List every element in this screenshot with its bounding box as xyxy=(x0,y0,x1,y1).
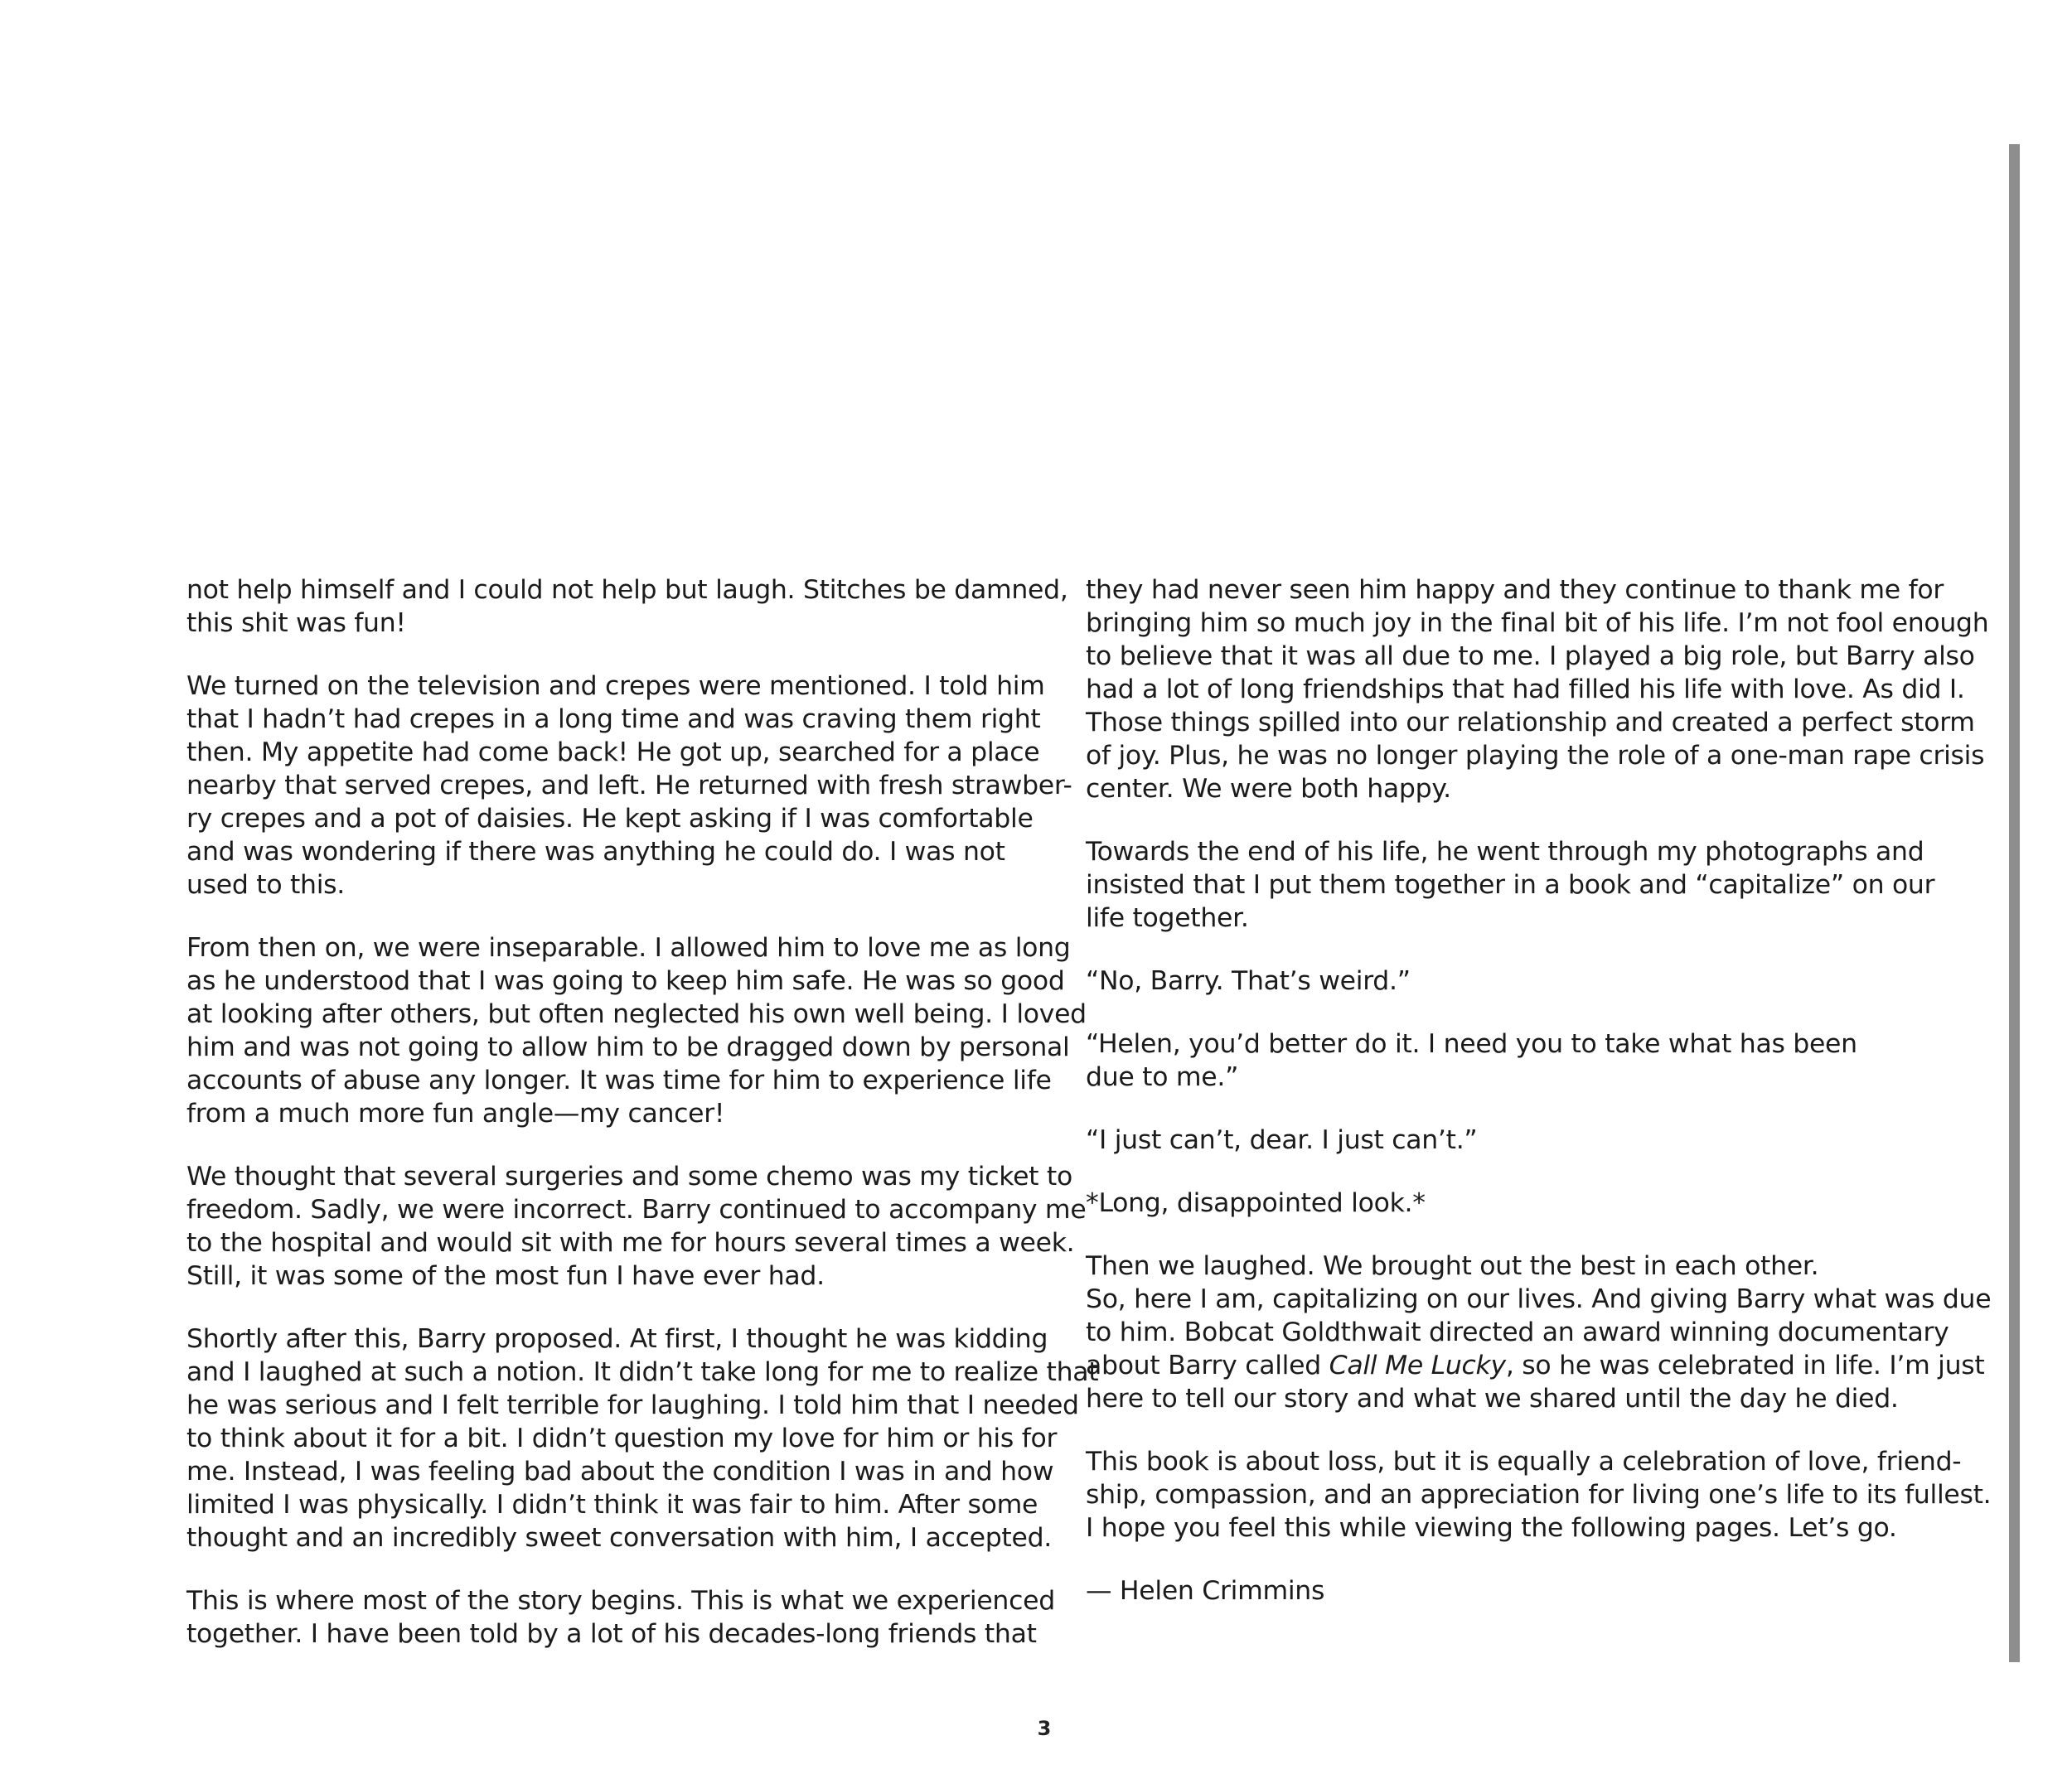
left-text-column xyxy=(186,573,1099,1680)
page-edge-scrollbar xyxy=(2009,144,2020,1662)
text-line: at looking after others, but often neglected his own well being. I loved xyxy=(186,999,1087,1029)
paragraph xyxy=(186,931,1087,1130)
text-line: from a much more fun angle—my cancer! xyxy=(186,1099,725,1129)
text-segment: , so he was celebrated in life. I’m just xyxy=(1505,1351,1985,1380)
film-title: Call Me Lucky xyxy=(1329,1351,1506,1380)
text-line: “Helen, you’d better do it. I need you to take what has been xyxy=(1086,1029,1857,1059)
stage-direction xyxy=(1086,1187,1931,1220)
text-line xyxy=(1086,1349,1985,1382)
text-line: nearby that served crepes, and left. He returned with fresh strawber- xyxy=(186,771,1072,800)
text-line: “No, Barry. That’s weird.” xyxy=(1086,966,1411,996)
text-line: From then on, we were inseparable. I allowed him to love me as long xyxy=(186,933,1071,963)
text-line: accounts of abuse any longer. It was time for him to experience life xyxy=(186,1066,1052,1095)
text-line: due to me.” xyxy=(1086,1062,1239,1092)
text-line: limited I was physically. I didn’t think it was fair to him. After some xyxy=(186,1490,1038,1520)
text-line: bringing him so much joy in the final bit of his life. I’m not fool enough xyxy=(1086,608,1989,638)
text-line: life together. xyxy=(1086,903,1249,933)
right-text-column xyxy=(1086,573,1992,1637)
text-line: center. We were both happy. xyxy=(1086,774,1451,804)
dialogue-line xyxy=(1086,965,1931,998)
text-line: We turned on the television and crepes were mentioned. I told him xyxy=(186,671,1045,701)
text-line: used to this. xyxy=(186,870,345,900)
text-line: Shortly after this, Barry proposed. At first, I thought he was kidding xyxy=(186,1324,1048,1354)
text-line: ship, compassion, and an appreciation for living one’s life to its fullest. xyxy=(1086,1480,1992,1510)
text-line: ry crepes and a pot of daisies. He kept asking if I was comfortable xyxy=(186,804,1034,834)
dialogue-line xyxy=(1086,1124,1931,1157)
text-line: Then we laughed. We brought out the best in each other. xyxy=(1086,1251,1819,1281)
text-line: to him. Bobcat Goldthwait directed an award winning documentary xyxy=(1086,1317,1949,1347)
text-line: Still, it was some of the most fun I have ever had. xyxy=(186,1261,825,1291)
text-line: he was serious and I felt terrible for laughing. I told him that I needed xyxy=(186,1390,1079,1420)
text-line: We thought that several surgeries and some chemo was my ticket to xyxy=(186,1162,1072,1192)
paragraph xyxy=(1086,835,1935,935)
text-line: — Helen Crimmins xyxy=(1086,1576,1325,1606)
text-line: This book is about loss, but it is equally a celebration of love, friend- xyxy=(1086,1447,1962,1477)
paragraph xyxy=(1086,1250,1992,1415)
text-line: him and was not going to allow him to be dragged down by personal xyxy=(186,1032,1070,1062)
text-line: “I just can’t, dear. I just can’t.” xyxy=(1086,1125,1478,1155)
author-signature xyxy=(1086,1574,1931,1608)
text-line: that I hadn’t had crepes in a long time and was craving them right xyxy=(186,704,1041,734)
text-line: me. Instead, I was feeling bad about the condition I was in and how xyxy=(186,1457,1054,1487)
text-line: as he understood that I was going to keep him safe. He was so good xyxy=(186,966,1065,996)
text-line: then. My appetite had come back! He got up, searched for a place xyxy=(186,737,1040,767)
text-line: they had never seen him happy and they continue to thank me for xyxy=(1086,575,1944,605)
text-line: Those things spilled into our relationship and created a perfect storm xyxy=(1086,708,1975,737)
page-number: 3 xyxy=(1037,1717,1052,1740)
paragraph xyxy=(186,1322,1099,1554)
dialogue-line xyxy=(1086,1027,1931,1094)
paragraph xyxy=(1086,573,1989,805)
paragraph xyxy=(1086,1445,1992,1545)
text-line: and I laughed at such a notion. It didn’t take long for me to realize that xyxy=(186,1357,1099,1387)
paragraph xyxy=(186,670,1072,902)
text-line: I hope you feel this while viewing the following pages. Let’s go. xyxy=(1086,1513,1897,1543)
text-line: had a lot of long friendships that had filled his life with love. As did I. xyxy=(1086,674,1965,704)
text-segment: about Barry called xyxy=(1086,1351,1329,1380)
text-line: to believe that it was all due to me. I played a big role, but Barry also xyxy=(1086,641,1975,671)
text-line: thought and an incredibly sweet conversation with him, I accepted. xyxy=(186,1523,1052,1553)
text-line: *Long, disappointed look.* xyxy=(1086,1188,1426,1218)
text-line: Towards the end of his life, he went through my photographs and xyxy=(1086,837,1924,867)
text-line: This is where most of the story begins. This is what we experienced xyxy=(186,1586,1055,1616)
text-line: not help himself and I could not help but laugh. Stitches be damned, xyxy=(186,575,1068,605)
text-line: to think about it for a bit. I didn’t question my love for him or his for xyxy=(186,1424,1058,1453)
text-line: So, here I am, capitalizing on our lives. And giving Barry what was due xyxy=(1086,1284,1992,1314)
text-line: of joy. Plus, he was no longer playing the role of a one-man rape crisis xyxy=(1086,741,1985,771)
paragraph xyxy=(186,1584,1055,1651)
text-line: together. I have been told by a lot of his decades-long friends that xyxy=(186,1619,1037,1649)
paragraph xyxy=(186,1160,1087,1293)
text-line: this shit was fun! xyxy=(186,608,406,638)
text-line: and was wondering if there was anything he could do. I was not xyxy=(186,837,1005,867)
text-line: freedom. Sadly, we were incorrect. Barry continued to accompany me xyxy=(186,1195,1087,1225)
paragraph xyxy=(186,573,1068,640)
text-line: here to tell our story and what we shared until the day he died. xyxy=(1086,1384,1899,1414)
text-line: insisted that I put them together in a book and “capitalize” on our xyxy=(1086,870,1935,900)
text-line: to the hospital and would sit with me for hours several times a week. xyxy=(186,1228,1075,1258)
